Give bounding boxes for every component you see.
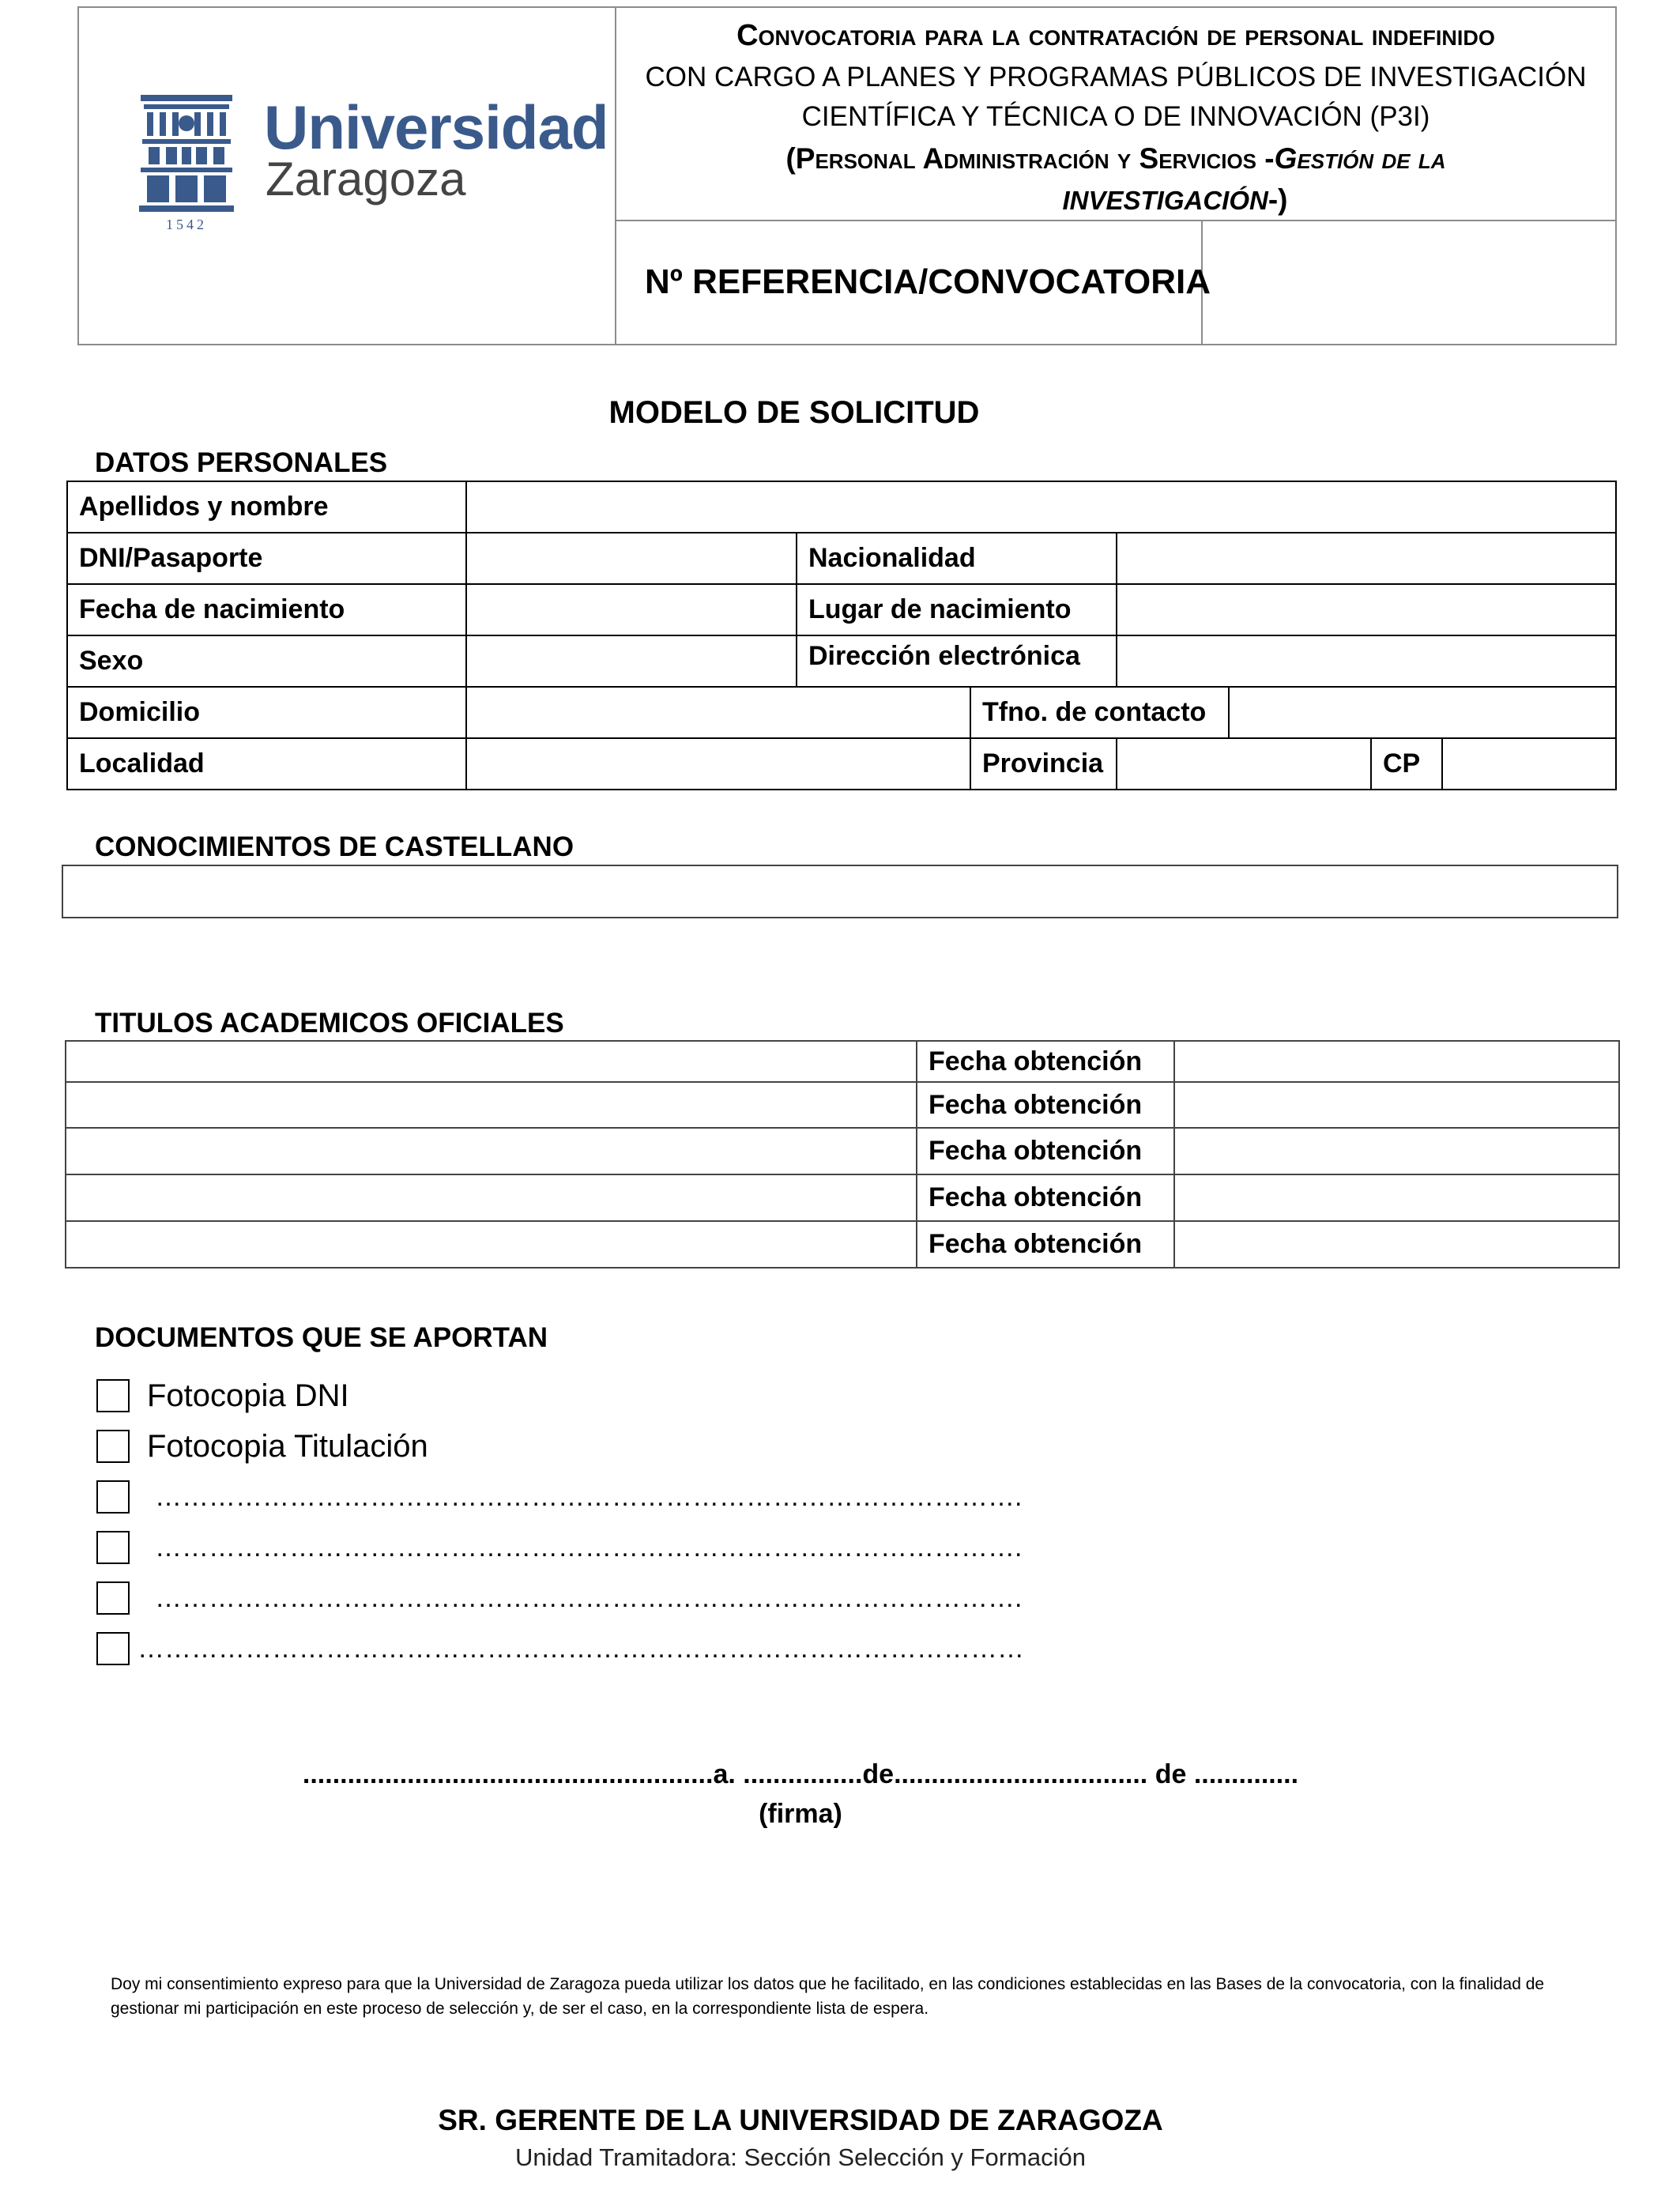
document-checkbox[interactable] bbox=[96, 1430, 130, 1463]
founding-year: 1542 bbox=[166, 217, 207, 232]
postal-code-label: CP bbox=[1371, 738, 1442, 790]
degree-field[interactable] bbox=[66, 1082, 917, 1128]
personal-data-section-title: DATOS PERSONALES bbox=[95, 447, 388, 478]
surname-name-field[interactable] bbox=[466, 481, 1616, 533]
dni-label: DNI/Pasaporte bbox=[67, 533, 466, 584]
logo-university-word: Universidad bbox=[264, 92, 608, 162]
email-field[interactable] bbox=[1117, 635, 1616, 687]
birth-place-field[interactable] bbox=[1117, 584, 1616, 635]
document-checkbox[interactable] bbox=[96, 1379, 130, 1412]
degree-field[interactable] bbox=[66, 1128, 917, 1174]
university-crest-icon bbox=[139, 93, 234, 232]
document-checkbox[interactable] bbox=[96, 1581, 130, 1615]
email-label: Dirección electrónica bbox=[797, 635, 1117, 687]
document-item bbox=[96, 1579, 1022, 1617]
table-row bbox=[67, 687, 1616, 738]
place-date-line[interactable]: .......................................................a. ................de.................................. de .............. bbox=[302, 1759, 1299, 1789]
reference-label: Nº REFERENCIA/CONVOCATORIA bbox=[645, 262, 1211, 301]
spanish-knowledge-section-title: CONOCIMIENTOS DE CASTELLANO bbox=[95, 831, 574, 862]
province-label: Provincia bbox=[970, 738, 1117, 790]
obtained-date-field[interactable] bbox=[1174, 1174, 1619, 1221]
table-row bbox=[66, 1128, 1619, 1174]
nationality-label: Nacionalidad bbox=[797, 533, 1117, 584]
address-label: Domicilio bbox=[67, 687, 466, 738]
document-label: Fotocopia DNI bbox=[147, 1378, 349, 1413]
title-line-5-suffix: -) bbox=[1268, 183, 1288, 216]
title-line-5-italic: INVESTIGACIÓN bbox=[1062, 186, 1268, 215]
obtained-date-label: Fecha obtención bbox=[917, 1082, 1174, 1128]
birth-date-label: Fecha de nacimiento bbox=[67, 584, 466, 635]
document-blank-line[interactable]: ……………………………………………………………………………………. bbox=[155, 1481, 1023, 1512]
phone-field[interactable] bbox=[1229, 687, 1616, 738]
document-item bbox=[96, 1529, 1022, 1566]
processing-unit: Unidad Tramitadora: Sección Selección y Formación bbox=[515, 2143, 1086, 2171]
signature-label: (firma) bbox=[759, 1799, 842, 1829]
document-checkbox[interactable] bbox=[96, 1480, 130, 1514]
document-item bbox=[96, 1478, 1022, 1516]
document-blank-line[interactable]: ……………………………………………………………………………………. bbox=[155, 1532, 1023, 1563]
sex-label: Sexo bbox=[67, 635, 466, 687]
table-row bbox=[67, 481, 1616, 533]
degree-field[interactable] bbox=[66, 1041, 917, 1082]
obtained-date-field[interactable] bbox=[1174, 1128, 1619, 1174]
academic-degrees-section-title: TITULOS ACADEMICOS OFICIALES bbox=[95, 1008, 564, 1039]
obtained-date-label: Fecha obtención bbox=[917, 1221, 1174, 1268]
locality-field[interactable] bbox=[466, 738, 970, 790]
document-checkbox[interactable] bbox=[96, 1632, 130, 1665]
birth-place-label: Lugar de nacimiento bbox=[797, 584, 1117, 635]
consent-notice: Doy mi consentimiento expreso para que la Universidad de Zaragoza pueda utilizar los datos que he facilitado, en las condiciones establecidas en las Bases de la convocatoria, con la finalidad de gestionar mi participación en este proceso de selección y, de ser el caso, en la correspondiente lista de espera. bbox=[111, 1975, 1545, 2018]
documents-section-title: DOCUMENTOS QUE SE APORTAN bbox=[95, 1322, 548, 1353]
spanish-knowledge-field[interactable] bbox=[62, 865, 1618, 918]
title-line-5 bbox=[616, 183, 1615, 217]
table-row bbox=[67, 635, 1616, 687]
logo-cell bbox=[79, 8, 616, 344]
document-label: Fotocopia Titulación bbox=[147, 1428, 428, 1464]
birth-date-field[interactable] bbox=[466, 584, 797, 635]
address-field[interactable] bbox=[466, 687, 970, 738]
surname-name-label: Apellidos y nombre bbox=[67, 481, 466, 533]
sex-field[interactable] bbox=[466, 635, 797, 687]
phone-label: Tfno. de contacto bbox=[970, 687, 1229, 738]
degree-field[interactable] bbox=[66, 1221, 917, 1268]
call-title-cell bbox=[616, 8, 1615, 221]
document-item bbox=[96, 1377, 349, 1415]
title-line-4-prefix: (Personal Administración y Servicios - bbox=[785, 142, 1275, 175]
postal-code-field[interactable] bbox=[1442, 738, 1616, 790]
title-line-3: CIENTÍFICA Y TÉCNICA O DE INNOVACIÓN (P3I) bbox=[801, 101, 1430, 132]
table-row bbox=[66, 1174, 1619, 1221]
dni-field[interactable] bbox=[466, 533, 797, 584]
degree-field[interactable] bbox=[66, 1174, 917, 1221]
locality-label: Localidad bbox=[67, 738, 466, 790]
obtained-date-label: Fecha obtención bbox=[917, 1128, 1174, 1174]
table-row bbox=[66, 1082, 1619, 1128]
document-item bbox=[96, 1427, 428, 1465]
table-row bbox=[66, 1221, 1619, 1268]
document-blank-line[interactable]: ……………………………………………………………………………………… bbox=[137, 1633, 1024, 1664]
form-header bbox=[77, 6, 1617, 345]
obtained-date-label: Fecha obtención bbox=[917, 1174, 1174, 1221]
addressee: SR. GERENTE DE LA UNIVERSIDAD DE ZARAGOZA bbox=[438, 2104, 1163, 2136]
obtained-date-label: Fecha obtención bbox=[917, 1041, 1174, 1082]
table-row bbox=[66, 1041, 1619, 1082]
spanish-knowledge-value bbox=[63, 866, 1617, 888]
document-item bbox=[96, 1630, 1024, 1668]
table-row bbox=[67, 533, 1616, 584]
document-blank-line[interactable]: ……………………………………………………………………………………. bbox=[155, 1582, 1023, 1613]
reference-value-field[interactable] bbox=[1203, 221, 1615, 344]
logo-city-word: Zaragoza bbox=[266, 153, 466, 205]
reference-label-cell bbox=[616, 221, 1211, 344]
form-title: MODELO DE SOLICITUD bbox=[608, 395, 980, 430]
table-row bbox=[67, 584, 1616, 635]
title-line-1: Convocatoria para la contratación de personal indefinido bbox=[736, 19, 1495, 52]
title-line-4-italic: Gestión de la bbox=[1274, 142, 1446, 175]
title-line-4 bbox=[616, 142, 1615, 175]
document-checkbox[interactable] bbox=[96, 1531, 130, 1564]
academic-degrees-table bbox=[65, 1040, 1620, 1269]
obtained-date-field[interactable] bbox=[1174, 1041, 1619, 1082]
nationality-field[interactable] bbox=[1117, 533, 1616, 584]
province-field[interactable] bbox=[1117, 738, 1371, 790]
personal-data-table bbox=[66, 481, 1617, 790]
table-row bbox=[67, 738, 1616, 790]
title-line-2: CON CARGO A PLANES Y PROGRAMAS PÚBLICOS DE INVESTIGACIÓN bbox=[645, 62, 1587, 92]
obtained-date-field[interactable] bbox=[1174, 1221, 1619, 1268]
obtained-date-field[interactable] bbox=[1174, 1082, 1619, 1128]
